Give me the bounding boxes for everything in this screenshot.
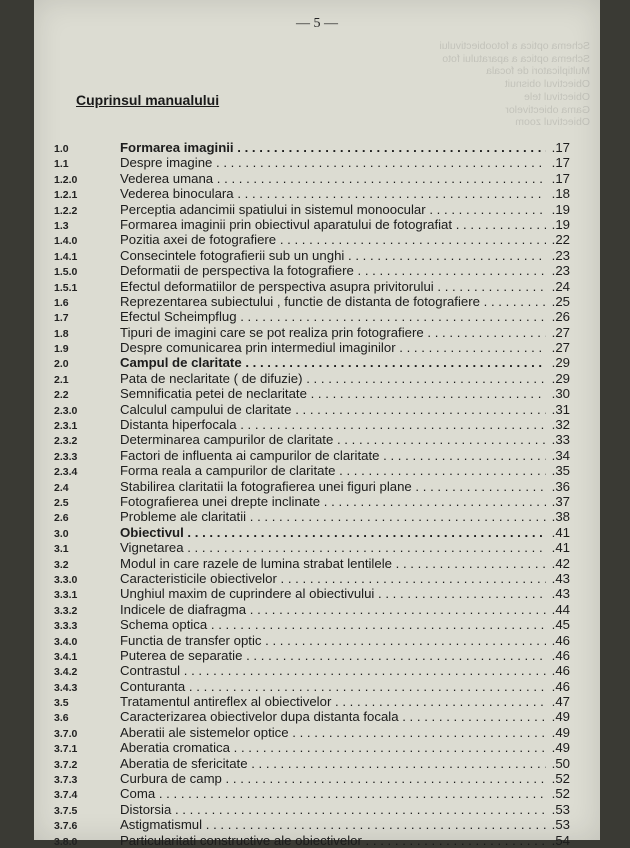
toc-entry-number: 2.0 <box>54 358 69 371</box>
bleed-through-line: Schema optica a aparatului foto <box>442 52 590 65</box>
toc-entry-title: Aberatii ale sistemelor optice . . . <box>120 725 546 740</box>
toc-entry-title: Factori de influenta ai campurilor de claritate . . . <box>120 448 546 463</box>
toc-entry-number: 3.4.0 <box>54 635 78 648</box>
toc-entry <box>54 171 574 186</box>
toc-entry-number: 3.3.3 <box>54 620 78 633</box>
toc-entry-title: Functia de transfer optic . . . <box>120 633 546 648</box>
toc-entry <box>54 294 574 309</box>
toc-entry-page: .22 <box>551 232 570 248</box>
toc-entry-title: Stabilirea claritatii la fotografierea unei figuri plane . . . <box>120 479 546 494</box>
toc-entry-page: .46 <box>551 632 570 648</box>
toc-entry-number: 3.7.0 <box>54 727 78 740</box>
toc-entry <box>54 786 574 801</box>
toc-entry <box>54 725 574 740</box>
toc-entry-page: .29 <box>551 370 570 386</box>
toc-entry-title: Particularitati constructive ale obiectivelor . . . <box>120 833 546 848</box>
toc-entry <box>54 617 574 632</box>
bleed-through-line: Gama obiectivelor <box>505 103 590 116</box>
toc-entry-number: 1.0 <box>54 143 69 155</box>
toc-entry-number: 3.1 <box>54 543 69 556</box>
toc-entry-page: .26 <box>551 309 570 325</box>
toc-entry-number: 1.5.0 <box>54 266 78 279</box>
toc-entry-title: Schema optica . . . <box>120 617 546 632</box>
toc-entry-title: Tipuri de imagini care se pot realiza prin fotografiere . . . <box>120 325 546 340</box>
toc-entry-page: .25 <box>551 293 570 309</box>
toc-entry <box>54 833 574 848</box>
toc-entry <box>54 432 574 447</box>
toc-entry-page: .33 <box>551 432 570 448</box>
toc-entry-number: 1.7 <box>54 312 69 325</box>
toc-entry <box>54 417 574 432</box>
toc-entry-page: .27 <box>551 324 570 340</box>
toc-entry-title: Caracterizarea obiectivelor dupa distanta focala . . . <box>120 709 546 724</box>
toc-entry <box>54 756 574 771</box>
toc-entry-number: 3.7.6 <box>54 820 78 833</box>
bleed-through-line: Obiectivul obisnuit <box>504 78 590 91</box>
toc-entry-title: Contrastul . . . <box>120 663 546 678</box>
toc-entry-page: .43 <box>551 586 570 602</box>
toc-entry-title: Formarea imaginii prin obiectivul aparatului de fotografiat . . . <box>120 217 546 232</box>
toc-entry-number: 3.4.1 <box>54 650 78 663</box>
toc-entry-number: 3.7.4 <box>54 789 78 802</box>
bleed-through-text <box>440 40 590 129</box>
toc-entry-number: 3.3.2 <box>54 604 78 617</box>
toc-entry-title: Efectul deformatiilor de perspectiva asupra privitorului . . . <box>120 279 546 294</box>
toc-entry-number: 2.3.3 <box>54 450 78 463</box>
toc-entry <box>54 571 574 586</box>
toc-entry-page: .53 <box>551 817 570 833</box>
toc-entry-title: Modul in care razele de lumina strabat lentilele . . . <box>120 556 546 571</box>
toc-entry-number: 2.4 <box>54 481 69 494</box>
toc-entry-page: .24 <box>551 278 570 294</box>
toc-entry-page: .43 <box>551 570 570 586</box>
toc-entry-title: Despre imagine . . . <box>120 155 546 170</box>
book-page <box>34 0 600 848</box>
toc-entry-number: 3.7.2 <box>54 758 78 771</box>
toc-entry-title: Vignetarea . . . <box>120 540 546 555</box>
toc-entry-title: Reprezentarea subiectului , functie de distanta de fotografiere . . . <box>120 294 546 309</box>
toc-entry <box>54 771 574 786</box>
toc-entry-number: 1.2.1 <box>54 189 78 202</box>
toc-entry-number: 1.6 <box>54 296 69 309</box>
toc-entry <box>54 509 574 524</box>
toc-entry-number: 3.2 <box>54 558 69 571</box>
bleed-through-line: Multiplicatori de focala <box>486 65 590 78</box>
toc-entry-number: 1.9 <box>54 343 69 356</box>
toc-entry-title: Distanta hiperfocala . . . <box>120 417 546 432</box>
toc-entry <box>54 525 574 540</box>
toc-entry-number: 1.1 <box>54 158 69 171</box>
toc-entry-title: Despre comunicarea prin intermediul imaginilor . . . <box>120 340 546 355</box>
toc-entry <box>54 556 574 571</box>
toc-entry <box>54 202 574 217</box>
toc-entry <box>54 663 574 678</box>
toc-entry-number: 3.0 <box>54 527 69 540</box>
toc-entry-title: Aberatia cromatica . . . <box>120 740 546 755</box>
toc-entry-page: .23 <box>551 263 570 279</box>
toc-entry <box>54 140 574 155</box>
toc-entry <box>54 155 574 170</box>
toc-entry-page: .34 <box>551 447 570 463</box>
toc-entry-page: .19 <box>551 201 570 217</box>
toc-entry-number: 3.8.0 <box>54 835 78 848</box>
toc-entry-page: .23 <box>551 247 570 263</box>
toc-entry-title: Perceptia adancimii spatiului in sistemul monoocular . . . <box>120 202 546 217</box>
toc-entry-title: Semnificatia petei de neclaritate . . . <box>120 386 546 401</box>
toc-entry-page: .46 <box>551 647 570 663</box>
toc-entry-title: Fotografierea unei drepte inclinate . . . <box>120 494 546 509</box>
toc-entry-page: .49 <box>551 740 570 756</box>
toc-entry <box>54 309 574 324</box>
bleed-through-line: Obiectivul tele <box>524 90 590 103</box>
toc-entry-number: 3.4.3 <box>54 681 78 694</box>
toc-entry-page: .42 <box>551 555 570 571</box>
toc-entry-title: Caracteristicile obiectivelor . . . <box>120 571 546 586</box>
toc-entry <box>54 740 574 755</box>
toc-entry-page: .47 <box>551 694 570 710</box>
toc-entry-number: 2.5 <box>54 496 69 509</box>
toc-entry-page: .49 <box>551 724 570 740</box>
toc-entry-page: .19 <box>551 216 570 232</box>
toc-entry-title: Efectul Scheimpflug . . . <box>120 309 546 324</box>
toc-entry-number: 2.3.1 <box>54 420 78 433</box>
toc-entry-page: .30 <box>551 386 570 402</box>
toc-entry-title: Curbura de camp . . . <box>120 771 546 786</box>
toc-entry-page: .41 <box>551 524 570 540</box>
toc-entry <box>54 633 574 648</box>
toc-entry-number: 2.2 <box>54 389 69 402</box>
page-number: — 5 — <box>296 16 338 31</box>
toc-entry-title: Puterea de separatie . . . <box>120 648 546 663</box>
toc-entry-number: 3.4.2 <box>54 666 78 679</box>
toc-entry-number: 1.2.2 <box>54 204 78 217</box>
toc-entry <box>54 386 574 401</box>
toc-entry-page: .46 <box>551 678 570 694</box>
toc-entry <box>54 340 574 355</box>
toc-entry-number: 2.6 <box>54 512 69 525</box>
toc-entry-title: Indicele de diafragma . . . <box>120 602 546 617</box>
toc-entry <box>54 263 574 278</box>
toc-heading: Cuprinsul manualului <box>76 92 220 108</box>
toc-entry <box>54 602 574 617</box>
toc-entry-title: Determinarea campurilor de claritate . . . <box>120 432 546 447</box>
toc-entry <box>54 279 574 294</box>
toc-entry-page: .38 <box>551 509 570 525</box>
toc-entry-page: .27 <box>551 340 570 356</box>
toc-entry <box>54 186 574 201</box>
toc-entry-number: 3.3.1 <box>54 589 78 602</box>
toc-entry-number: 2.3.0 <box>54 404 78 417</box>
toc-entry <box>54 648 574 663</box>
toc-entry-number: 1.2.0 <box>54 173 78 186</box>
toc-entry <box>54 355 574 370</box>
toc-entry-title: Consecintele fotografierii sub un unghi . . . <box>120 248 546 263</box>
toc-entry <box>54 232 574 247</box>
toc-entry-page: .45 <box>551 617 570 633</box>
toc-entry <box>54 371 574 386</box>
toc-entry-number: 3.7.1 <box>54 743 78 756</box>
toc-entry <box>54 802 574 817</box>
toc-entry-title: Obiectivul . . . <box>120 525 546 540</box>
toc-entry-title: Tratamentul antireflex al obiectivelor . . . <box>120 694 546 709</box>
toc-entry <box>54 325 574 340</box>
toc-entry-number: 3.7.5 <box>54 804 78 817</box>
toc-entry-page: .17 <box>551 170 570 186</box>
toc-entry-title: Distorsia . . . <box>120 802 546 817</box>
toc-entry-page: .52 <box>551 786 570 802</box>
toc-entry-number: 2.1 <box>54 373 69 386</box>
toc-entry-number: 3.5 <box>54 697 69 710</box>
toc-entry-page: .44 <box>551 601 570 617</box>
toc-entry-page: .50 <box>551 755 570 771</box>
toc-entry-number: 1.4.1 <box>54 250 78 263</box>
toc-entry-number: 3.3.0 <box>54 573 78 586</box>
toc-entry-title: Forma reala a campurilor de claritate . . . <box>120 463 546 478</box>
toc-entry-page: .18 <box>551 186 570 202</box>
toc-entry-title: Conturanta . . . <box>120 679 546 694</box>
toc-entry <box>54 463 574 478</box>
toc-entry-number: 3.7.3 <box>54 774 78 787</box>
toc-entry-number: 2.3.2 <box>54 435 78 448</box>
toc-entry <box>54 448 574 463</box>
toc-entry <box>54 540 574 555</box>
toc-entry-title: Pozitia axei de fotografiere . . . <box>120 232 546 247</box>
toc-entry <box>54 694 574 709</box>
toc-entry-page: .35 <box>551 463 570 479</box>
toc-entry <box>54 817 574 832</box>
toc-entry-page: .17 <box>551 140 570 155</box>
toc-entry-page: .17 <box>551 155 570 171</box>
toc-entry-number: 1.8 <box>54 327 69 340</box>
toc-entry-number: 2.3.4 <box>54 466 78 479</box>
toc-entry-number: 1.5.1 <box>54 281 78 294</box>
toc-entry-number: 1.3 <box>54 219 69 232</box>
toc-entry-title: Deformatii de perspectiva la fotografiere . . . <box>120 263 546 278</box>
toc-entry <box>54 679 574 694</box>
toc-entry-page: .36 <box>551 478 570 494</box>
bleed-through-line: Schema optica a fotoobiectivului <box>439 40 590 52</box>
toc-list <box>54 140 574 848</box>
toc-entry <box>54 402 574 417</box>
toc-entry-page: .29 <box>551 355 570 371</box>
toc-entry <box>54 709 574 724</box>
toc-entry <box>54 217 574 232</box>
toc-entry-title: Unghiul maxim de cuprindere al obiectivului . . . <box>120 586 546 601</box>
toc-entry-title: Coma . . . <box>120 786 546 801</box>
toc-entry-title: Astigmatismul . . . <box>120 817 546 832</box>
toc-entry-title: Vederea binoculara . . . <box>120 186 546 201</box>
toc-entry-title: Campul de claritate . . . <box>120 355 546 370</box>
toc-entry-page: .53 <box>551 801 570 817</box>
toc-entry-page: .52 <box>551 771 570 787</box>
toc-entry-title: Formarea imaginii . . . <box>120 140 546 155</box>
toc-entry-title: Pata de neclaritate ( de difuzie) . . . <box>120 371 546 386</box>
toc-entry-title: Probleme ale claritatii . . . <box>120 509 546 524</box>
toc-entry-title: Vederea umana . . . <box>120 171 546 186</box>
toc-entry-number: 1.4.0 <box>54 235 78 248</box>
toc-entry-page: .41 <box>551 540 570 556</box>
toc-entry-page: .46 <box>551 663 570 679</box>
toc-entry <box>54 248 574 263</box>
toc-entry-page: .49 <box>551 709 570 725</box>
toc-entry-page: .31 <box>551 401 570 417</box>
toc-entry <box>54 586 574 601</box>
toc-entry-number: 3.6 <box>54 712 69 725</box>
toc-entry-page: .37 <box>551 493 570 509</box>
toc-entry <box>54 479 574 494</box>
toc-entry-page: .32 <box>551 417 570 433</box>
toc-entry-title: Calculul campului de claritate . . . <box>120 402 546 417</box>
toc-entry <box>54 494 574 509</box>
bleed-through-line: Obiectivul zoom <box>515 116 590 129</box>
toc-entry-title: Aberatia de sfericitate . . . <box>120 756 546 771</box>
toc-entry-page: .54 <box>551 832 570 848</box>
